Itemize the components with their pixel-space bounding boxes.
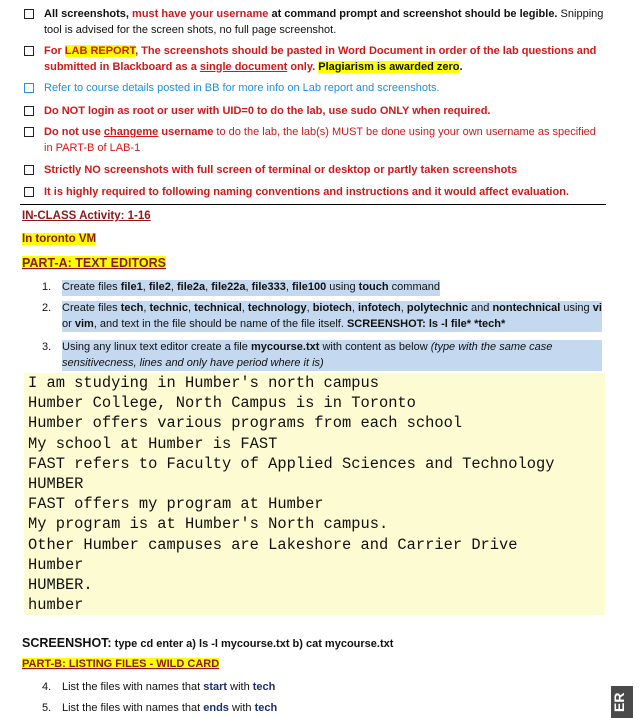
code-line: I am studying in Humber's north campus: [28, 374, 379, 392]
q-text: file100: [292, 281, 327, 293]
q-text: ,: [187, 302, 195, 314]
part-b-heading: PART-B: LISTING FILES - WILD CARD: [22, 658, 220, 670]
instruction-1: [24, 7, 604, 38]
code-line: HUMBER.: [28, 576, 93, 595]
vm-heading: In toronto VM: [22, 233, 97, 245]
question-number: 5.: [42, 702, 52, 714]
instr-text: changeme: [103, 126, 159, 138]
question-number: 2.: [42, 302, 52, 314]
q-text: mycourse.txt: [250, 341, 320, 353]
checkbox-icon: [24, 83, 34, 93]
q-text: command: [388, 281, 440, 293]
q-text: List the files with names that: [62, 681, 204, 693]
instr-text: LAB REPORT: [64, 45, 136, 57]
q-text: tech: [252, 681, 276, 693]
q-text: nontechnical: [492, 302, 561, 314]
q-text: file2a: [176, 281, 206, 293]
instruction-3: [24, 81, 604, 97]
q-text: ,: [306, 302, 313, 314]
question-number: 1.: [42, 281, 52, 293]
question-1: [42, 280, 440, 296]
q-text: file1: [120, 281, 143, 293]
instr-text: Strictly NO screenshots with full screen of terminal or desktop or partly taken screenshots: [44, 164, 518, 176]
question-2: [42, 301, 602, 332]
instruction-5: [24, 125, 604, 156]
instr-text: Snipping tool is advised for the screen shots, no full page screenshot.: [44, 8, 604, 36]
question-3: [42, 340, 602, 371]
q-text: ,: [205, 281, 212, 293]
q-text: ,: [400, 302, 407, 314]
checkbox-icon: [24, 165, 34, 175]
code-line: FAST refers to Faculty of Applied Sciences and Technology: [28, 454, 555, 473]
instr-text: Plagiarism is awarded zero: [318, 60, 460, 73]
checkbox-icon: [24, 106, 34, 116]
q-text: with: [228, 702, 255, 714]
q-text: ,: [170, 281, 177, 293]
q-text: ,: [285, 281, 292, 293]
instr-text: .: [459, 60, 463, 73]
q-text: tech: [120, 302, 144, 314]
q-text: ,: [142, 281, 149, 293]
instruction-6: [24, 163, 604, 179]
q-text: and: [467, 302, 493, 314]
q-text: SCREENSHOT: ls -l file* *tech*: [346, 317, 506, 330]
q-text: Using any linux text editor create a file: [62, 341, 251, 353]
question-number: 3.: [42, 341, 52, 353]
code-line: My program is at Humber's North campus.: [28, 515, 389, 534]
instruction-2: [24, 44, 604, 75]
file-content-block: [24, 373, 605, 615]
q-text: start: [203, 681, 228, 693]
q-text: List the files with names that: [62, 702, 204, 714]
q-text: file22a: [211, 281, 246, 293]
q-text: (type with the same case sensitivecness, lines and only have period where it is): [62, 341, 553, 369]
instr-text: to do the lab, the lab(s) MUST be done using your own username as specified in PART-B of LAB-1: [44, 126, 596, 154]
checkbox-icon: [24, 187, 34, 197]
screenshot-text: type cd enter a) ls -l mycourse.txt b) cat mycourse.txt: [111, 638, 394, 650]
instr-text: Do not use: [44, 126, 104, 138]
q-text: technic: [149, 302, 188, 314]
checkbox-icon: [24, 9, 34, 19]
instr-text: single document: [199, 60, 288, 73]
q-text: polytechnic: [406, 302, 468, 314]
q-text: ,: [241, 302, 248, 314]
q-text: technical: [194, 302, 242, 314]
question-4: [42, 680, 275, 696]
instr-text: It is highly required to following naming conventions and instructions and it would affect evaluation.: [44, 186, 569, 198]
question-number: 4.: [42, 681, 52, 693]
instr-text: , The screenshots should be pasted in Word Document in order of the lab questions and submitted in Blackboard as a: [44, 45, 597, 73]
q-text: vi: [592, 302, 602, 314]
checkbox-icon: [24, 46, 34, 56]
instr-text: For: [44, 45, 65, 57]
instr-text: All screenshots,: [44, 8, 133, 20]
q-text: vim: [74, 317, 94, 330]
code-line: HUMBER: [28, 475, 84, 494]
question-5: [42, 701, 277, 717]
instr-text: Do NOT login as root or user with UID=0 to do the lab, use sudo ONLY when required.: [44, 105, 491, 117]
code-line: Humber: [28, 555, 84, 574]
code-line: My school at Humber is FAST: [28, 434, 278, 453]
q-text: using: [326, 281, 359, 293]
code-line: Other Humber campuses are Lakeshore and Carrier Drive: [28, 535, 518, 554]
code-line: Humber College, North Campus is in Toronto: [28, 394, 416, 413]
code-line: Humber offers various programs from each school: [28, 414, 463, 433]
instruction-7: [24, 185, 604, 201]
q-text: Create files: [62, 281, 121, 293]
q-text: technology: [247, 302, 307, 314]
instr-text: must have your username: [132, 8, 269, 20]
q-text: file2: [148, 281, 171, 293]
q-text: tech: [254, 702, 278, 714]
part-a-heading: PART-A: TEXT EDITORS: [22, 256, 166, 270]
q-text: biotech: [312, 302, 352, 314]
q-text: file333: [251, 281, 286, 293]
screenshot-label: SCREENSHOT:: [22, 636, 112, 650]
q-text: touch: [358, 281, 389, 293]
instruction-4: [24, 104, 604, 120]
q-text: Create files: [62, 302, 121, 314]
q-text: ,: [351, 302, 358, 314]
instr-text: only.: [287, 60, 319, 73]
q-text: infotech: [357, 302, 401, 314]
q-text: using: [560, 302, 590, 314]
q-text: , and text in the file should be name of the file itself.: [93, 317, 347, 330]
inclass-heading: IN-CLASS Activity: 1-16: [22, 210, 151, 222]
code-line: FAST offers my program at Humber: [28, 495, 324, 514]
instr-text: Refer to course details posted in BB for more info on Lab report and screenshots.: [44, 82, 440, 94]
divider: [20, 204, 606, 205]
q-text: or: [62, 317, 75, 330]
edge-logo-fragment: ER: [611, 686, 633, 718]
q-text: with content as below: [319, 341, 431, 353]
q-text: with: [227, 681, 253, 693]
q-text: ,: [143, 302, 150, 314]
q-text: ,: [245, 281, 252, 293]
screenshot-instruction: [22, 636, 393, 650]
code-line: humber: [28, 596, 84, 615]
q-text: ends: [203, 702, 229, 714]
instr-text: username: [158, 126, 214, 138]
instr-text: at command prompt and screenshot should be legible.: [268, 8, 558, 20]
checkbox-icon: [24, 127, 34, 137]
